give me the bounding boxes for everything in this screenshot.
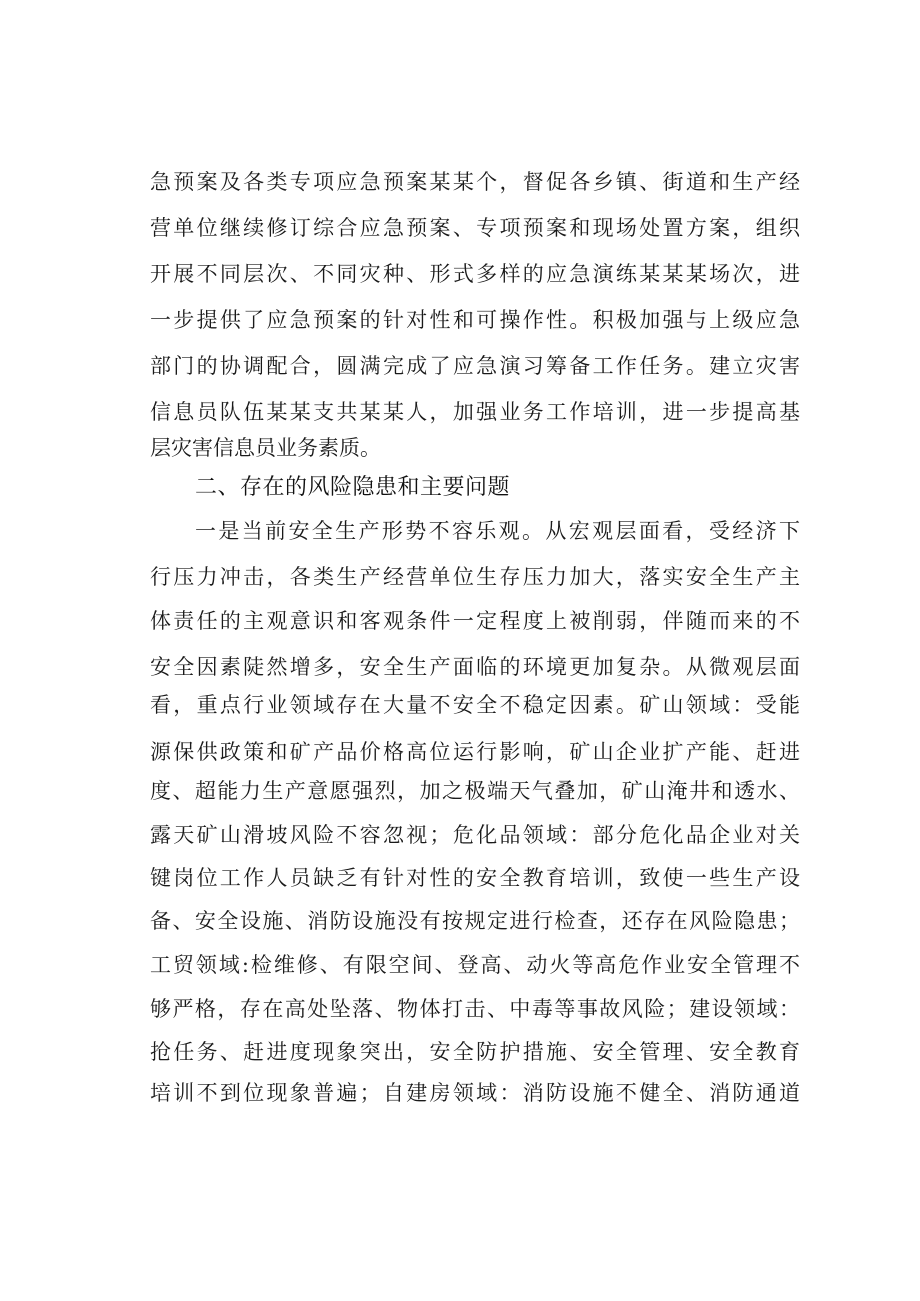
- section-heading: 二、存在的风险隐患和主要问题: [195, 475, 511, 500]
- paragraph2-line-4: 安全因素陡然增多，安全生产面临的环境更加复杂。从微观层面: [150, 655, 800, 679]
- paragraph1-line-4: 一步提供了应急预案的针对性和可操作性。积极加强与上级应急: [150, 308, 800, 332]
- paragraph2-line-13: 抢任务、赶进度现象突出，安全防护措施、安全管理、安全教育: [150, 1040, 800, 1064]
- paragraph2-line-9: 键岗位工作人员缺乏有针对性的安全教育培训，致使一些生产设: [150, 866, 800, 890]
- paragraph2-line-7: 度、超能力生产意愿强烈，加之极端天气叠加，矿山淹井和透水、: [150, 779, 800, 803]
- paragraph2-line-1: 一是当前安全生产形势不容乐观。从宏观层面看，受经济下: [195, 519, 800, 543]
- paragraph1-line-1: 急预案及各类专项应急预案某某个，督促各乡镇、街道和生产经: [150, 170, 800, 194]
- paragraph2-line-3: 体责任的主观意识和客观条件一定程度上被削弱，伴随而来的不: [150, 609, 800, 633]
- paragraph2-line-8: 露天矿山滑坡风险不容忽视；危化品领域：部分危化品企业对关: [150, 823, 800, 847]
- paragraph1-line-3: 开展不同层次、不同灾种、形式多样的应急演练某某某场次，进: [150, 262, 800, 286]
- paragraph1-line-6: 信息员队伍某某支共某某人，加强业务工作培训，进一步提高基: [150, 400, 800, 424]
- paragraph2-line-14: 培训不到位现象普遍；自建房领域：消防设施不健全、消防通道: [150, 1081, 800, 1105]
- paragraph1-line-7: 层灾害信息员业务素质。: [150, 436, 381, 460]
- paragraph2-line-12: 够严格，存在高处坠落、物体打击、中毒等事故风险；建设领域：: [150, 997, 800, 1021]
- paragraph1-line-5: 部门的协调配合，圆满完成了应急演习筹备工作任务。建立灾害: [150, 354, 800, 378]
- paragraph1-line-2: 营单位继续修订综合应急预案、专项预案和现场处置方案，组织: [150, 216, 800, 240]
- paragraph2-line-5: 看，重点行业领域存在大量不安全不稳定因素。矿山领域：受能: [150, 693, 800, 717]
- paragraph2-line-6: 源保供政策和矿产品价格高位运行影响，矿山企业扩产能、赶进: [150, 740, 800, 764]
- paragraph2-line-10: 备、安全设施、消防设施没有按规定进行检查，还存在风险隐患；: [150, 909, 800, 933]
- paragraph2-line-2: 行压力冲击，各类生产经营单位生存压力加大，落实安全生产主: [150, 565, 800, 589]
- paragraph2-line-11: 工贸领域:检维修、有限空间、登高、动火等高危作业安全管理不: [150, 953, 800, 977]
